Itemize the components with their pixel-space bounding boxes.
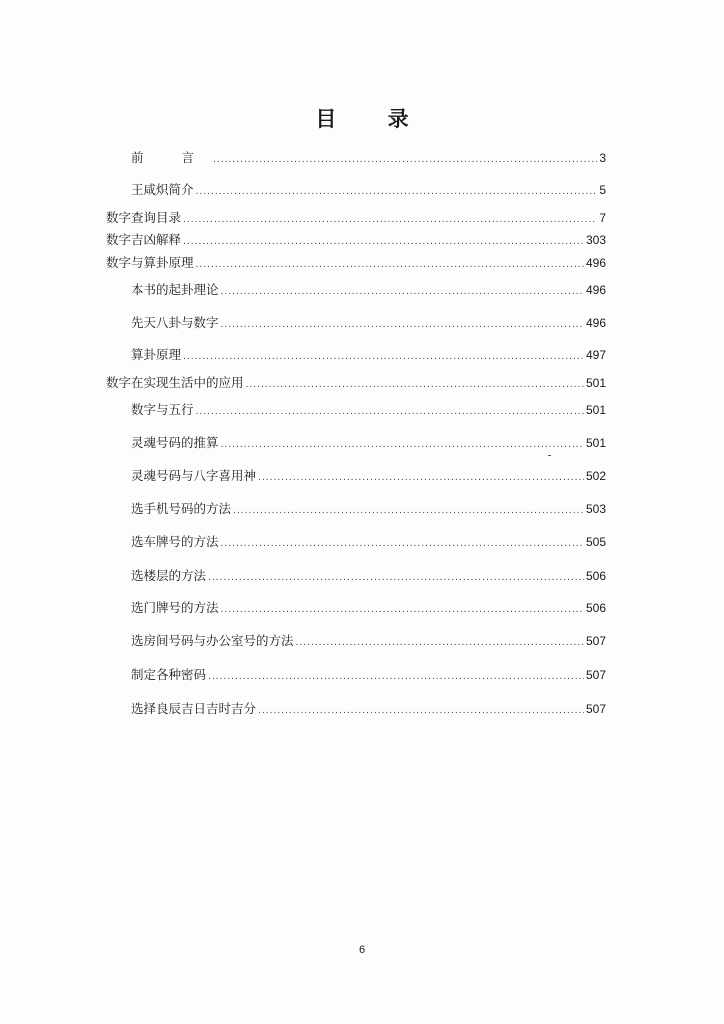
toc-entry-preface[interactable] bbox=[131, 150, 606, 168]
toc-entry-page: 496 bbox=[585, 256, 606, 270]
toc-entry-page: 507 bbox=[585, 702, 606, 716]
page-number: 6 bbox=[358, 944, 366, 956]
dot-leader bbox=[196, 257, 584, 273]
toc-entry-label: 灵魂号码的推算 bbox=[131, 435, 219, 450]
toc-entry-page: 507 bbox=[585, 668, 606, 682]
dot-leader bbox=[258, 470, 584, 486]
page-title: 目 录 bbox=[315, 107, 431, 131]
toc-entry-page: 303 bbox=[585, 233, 606, 247]
toc-entry-label: 选房间号码与办公室号的方法 bbox=[131, 633, 294, 648]
toc-entry-label: 先天八卦与数字 bbox=[131, 315, 219, 330]
toc-entry-label: 算卦原理 bbox=[131, 347, 182, 362]
toc-entry-page: 496 bbox=[585, 316, 606, 330]
toc-entry-room-office-number[interactable] bbox=[131, 633, 606, 651]
toc-entry-real-life-applications[interactable] bbox=[106, 375, 606, 393]
toc-entry-label: 前 言 bbox=[131, 150, 211, 165]
toc-entry-page: 503 bbox=[585, 502, 606, 516]
toc-entry-house-number[interactable] bbox=[131, 600, 606, 618]
toc-entry-page: 7 bbox=[599, 211, 606, 225]
toc-entry-label: 本书的起卦理论 bbox=[131, 282, 219, 297]
toc-entry-label: 数字与算卦原理 bbox=[106, 255, 194, 270]
dot-leader bbox=[221, 284, 584, 300]
toc-entry-author-intro[interactable] bbox=[131, 182, 606, 200]
toc-entry-label: 数字与五行 bbox=[131, 402, 194, 417]
dot-leader bbox=[221, 602, 584, 618]
dot-leader bbox=[208, 570, 584, 586]
toc-entry-page: 496 bbox=[585, 283, 606, 297]
toc-entry-passwords[interactable] bbox=[131, 667, 606, 685]
toc-entry-label: 灵魂号码与八字喜用神 bbox=[131, 468, 257, 483]
dot-leader bbox=[183, 212, 597, 228]
toc-entry-label: 选门牌号的方法 bbox=[131, 600, 219, 615]
toc-entry-page: 501 bbox=[585, 436, 606, 450]
toc-entry-page: 507 bbox=[585, 634, 606, 648]
toc-entry-number-index[interactable] bbox=[106, 210, 606, 228]
dot-leader bbox=[221, 536, 584, 552]
toc-entry-page: 505 bbox=[585, 535, 606, 549]
toc-entry-page: 497 bbox=[585, 348, 606, 362]
dot-leader bbox=[258, 703, 584, 719]
dot-leader bbox=[208, 669, 584, 685]
dot-leader bbox=[196, 404, 584, 420]
toc-entry-page: 501 bbox=[585, 403, 606, 417]
dot-leader bbox=[296, 635, 584, 651]
toc-entry-divination-principles[interactable] bbox=[106, 255, 606, 273]
toc-entry-divination-method[interactable] bbox=[131, 347, 606, 365]
toc-entry-label: 选车牌号的方法 bbox=[131, 534, 219, 549]
toc-entry-auspicious-time[interactable] bbox=[131, 701, 606, 719]
toc-entry-label: 数字查询目录 bbox=[106, 210, 182, 225]
dot-leader bbox=[196, 184, 598, 200]
toc-entry-page: 501 bbox=[585, 376, 606, 390]
toc-entry-number-fortune[interactable] bbox=[106, 232, 606, 250]
toc-entry-label: 数字吉凶解释 bbox=[106, 232, 182, 247]
dot-leader bbox=[221, 317, 584, 333]
toc-entry-page: 506 bbox=[585, 569, 606, 583]
toc-entry-hexagram-theory[interactable] bbox=[131, 282, 606, 300]
scan-speck bbox=[548, 455, 551, 456]
toc-entry-license-plate[interactable] bbox=[131, 534, 606, 552]
toc-entry-floor[interactable] bbox=[131, 568, 606, 586]
dot-leader bbox=[183, 349, 584, 365]
toc-entry-label: 选择良辰吉日吉时吉分 bbox=[131, 701, 257, 716]
toc-entry-page: 502 bbox=[585, 469, 606, 483]
toc-entry-page: 3 bbox=[599, 151, 606, 165]
dot-leader bbox=[213, 152, 597, 168]
dot-leader bbox=[233, 503, 584, 519]
toc-entry-label: 数字在实现生活中的应用 bbox=[106, 375, 244, 390]
toc-entry-label: 选手机号码的方法 bbox=[131, 501, 232, 516]
toc-entry-page: 5 bbox=[599, 183, 606, 197]
dot-leader bbox=[246, 377, 584, 393]
dot-leader bbox=[221, 437, 584, 453]
toc-entry-label: 选楼层的方法 bbox=[131, 568, 207, 583]
toc-entry-phone-number[interactable] bbox=[131, 501, 606, 519]
toc-entry-label: 王咸炽简介 bbox=[131, 182, 194, 197]
toc-entry-page: 506 bbox=[585, 601, 606, 615]
toc-entry-soul-number-bazi[interactable] bbox=[131, 468, 606, 486]
toc-entry-label: 制定各种密码 bbox=[131, 667, 207, 682]
toc-entry-soul-number[interactable] bbox=[131, 435, 606, 453]
toc-entry-five-elements[interactable] bbox=[131, 402, 606, 420]
toc-entry-eight-trigrams[interactable] bbox=[131, 315, 606, 333]
dot-leader bbox=[183, 234, 584, 250]
